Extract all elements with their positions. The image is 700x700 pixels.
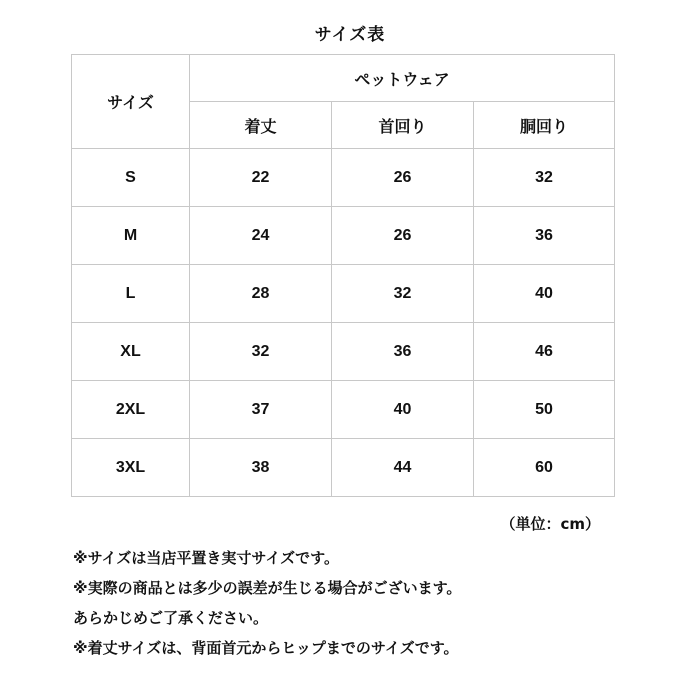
length-value: 32 [190,323,332,381]
waist-value: 32 [474,149,615,207]
size-label: 3XL [72,439,190,497]
table-header-row [72,55,615,102]
length-value: 37 [190,381,332,439]
group-header: ペットウェア [190,55,615,102]
note-line: ※サイズは当店平置き実寸サイズです。 [73,549,339,567]
page-title: サイズ表 [314,25,386,45]
waist-value: 46 [474,323,615,381]
note-line: あらかじめご了承ください。 [73,609,269,627]
length-value: 24 [190,207,332,265]
neck-value: 44 [332,439,474,497]
size-label: XL [72,323,190,381]
size-label: L [72,265,190,323]
size-label: 2XL [72,381,190,439]
table-row [72,381,615,439]
size-label: M [72,207,190,265]
length-value: 38 [190,439,332,497]
size-table [71,54,615,497]
waist-value: 60 [474,439,615,497]
length-value: 28 [190,265,332,323]
waist-value: 50 [474,381,615,439]
table-row [72,149,615,207]
table-row [72,207,615,265]
note-line: ※実際の商品とは多少の誤差が生じる場合がございます。 [73,579,462,597]
column-header-neck: 首回り [332,102,474,149]
note-line: ※着丈サイズは、背面首元からヒップまでのサイズです。 [73,639,459,657]
neck-value: 40 [332,381,474,439]
column-header-waist: 胴回り [474,102,615,149]
table-row [72,265,615,323]
notes [73,543,673,663]
table-row [72,323,615,381]
unit-label: （単位：cm） [500,515,600,533]
neck-value: 26 [332,207,474,265]
neck-value: 32 [332,265,474,323]
neck-value: 36 [332,323,474,381]
size-label: S [72,149,190,207]
size-header: サイズ [72,55,190,149]
waist-value: 40 [474,265,615,323]
column-header-length: 着丈 [190,102,332,149]
table-row [72,439,615,497]
waist-value: 36 [474,207,615,265]
neck-value: 26 [332,149,474,207]
length-value: 22 [190,149,332,207]
